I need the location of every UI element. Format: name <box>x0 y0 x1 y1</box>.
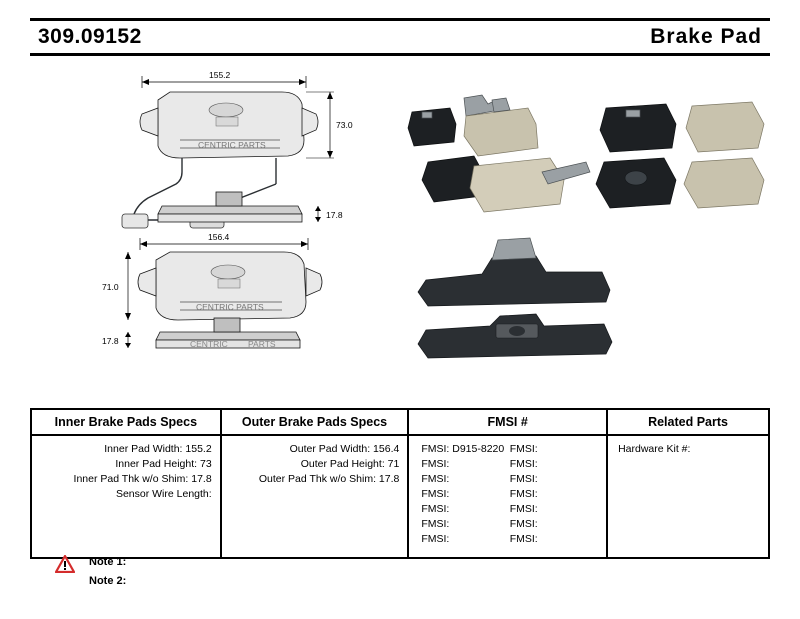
notes-section <box>55 553 126 591</box>
inner-spec-row: Sensor Wire Length: <box>115 488 212 500</box>
outer-pad-top-view <box>138 252 322 320</box>
outer-specs-header: Outer Brake Pads Specs <box>220 410 408 434</box>
note-line: Note 1: <box>89 556 127 568</box>
fmsi-row: FMSI: <box>509 473 538 485</box>
fmsi-row: FMSI: <box>509 503 538 515</box>
inner-pad-top-view <box>140 92 318 158</box>
svg-text:CENTRIC: CENTRIC <box>190 339 228 349</box>
fmsi-cell <box>407 436 606 557</box>
drawing-area <box>30 62 770 392</box>
fmsi-row: FMSI: <box>509 518 538 530</box>
fmsi-row: FMSI: <box>509 443 538 455</box>
outer-pad-thickness-label: 17.8 <box>102 336 119 346</box>
fmsi-row: FMSI: <box>509 488 538 500</box>
fmsi-row: FMSI: <box>421 503 450 515</box>
fmsi-row: FMSI: D915-8220 <box>421 443 505 455</box>
outer-specs-cell <box>220 436 408 557</box>
fmsi-column-right <box>510 442 598 547</box>
fmsi-header: FMSI # <box>407 410 606 434</box>
part-number: 309.09152 <box>38 25 142 48</box>
specs-table-body <box>32 436 768 557</box>
inner-specs-cell <box>32 436 220 557</box>
svg-text:CENTRIC PARTS: CENTRIC PARTS <box>196 302 264 312</box>
sheet-header <box>30 18 770 56</box>
fmsi-column-left <box>417 442 509 547</box>
outer-spec-row: Outer Pad Width: 156.4 <box>289 443 400 455</box>
pad-photo-cluster-right <box>596 102 764 208</box>
specs-table-header <box>32 410 768 436</box>
svg-text:CENTRIC PARTS: CENTRIC PARTS <box>198 140 266 150</box>
inner-pad-thickness-label: 17.8 <box>326 210 343 220</box>
outer-pad-height-dimension <box>125 252 131 320</box>
fmsi-row: FMSI: <box>421 458 450 470</box>
outer-spec-row: Outer Pad Thk w/o Shim: 17.8 <box>258 473 400 485</box>
fmsi-row: FMSI: <box>421 488 450 500</box>
inner-pad-height-label: 73.0 <box>336 120 353 130</box>
note-list <box>89 553 126 591</box>
outer-pad-width-label: 156.4 <box>208 232 230 242</box>
inner-pad-width-label: 155.2 <box>209 70 231 80</box>
outer-pad-height-label: 71.0 <box>102 282 119 292</box>
pad-photo-cluster-left <box>408 95 590 212</box>
fmsi-row: FMSI: <box>509 458 538 470</box>
related-parts-cell <box>606 436 768 557</box>
related-parts-header: Related Parts <box>606 410 768 434</box>
outer-pad-side-view <box>156 318 300 349</box>
inner-specs-header: Inner Brake Pads Specs <box>54 415 198 429</box>
inner-pad-thickness-dimension <box>315 206 321 222</box>
note-line: Note 2: <box>89 575 127 587</box>
specs-table <box>30 408 770 559</box>
product-type: Brake Pad <box>650 25 762 48</box>
inner-spec-row: Inner Pad Width: 155.2 <box>104 443 212 455</box>
inner-spec-row: Inner Pad Height: 73 <box>115 458 212 470</box>
pad-photo-outer-assembly <box>418 314 612 358</box>
fmsi-row: FMSI: <box>421 533 450 545</box>
svg-text:PARTS: PARTS <box>248 339 276 349</box>
pad-photo-inner-assembly <box>418 238 610 306</box>
fmsi-row: FMSI: <box>421 518 450 530</box>
fmsi-row: FMSI: <box>421 473 450 485</box>
inner-pad-side-view <box>158 192 302 222</box>
inner-spec-row: Inner Pad Thk w/o Shim: 17.8 <box>73 473 212 485</box>
technical-drawing <box>30 62 770 392</box>
fmsi-row: FMSI: <box>509 533 538 545</box>
outer-pad-thickness-dimension <box>125 332 131 348</box>
outer-spec-row: Outer Pad Height: 71 <box>300 458 400 470</box>
warning-triangle-icon <box>55 555 75 573</box>
related-part-row: Hardware Kit #: <box>618 443 691 455</box>
